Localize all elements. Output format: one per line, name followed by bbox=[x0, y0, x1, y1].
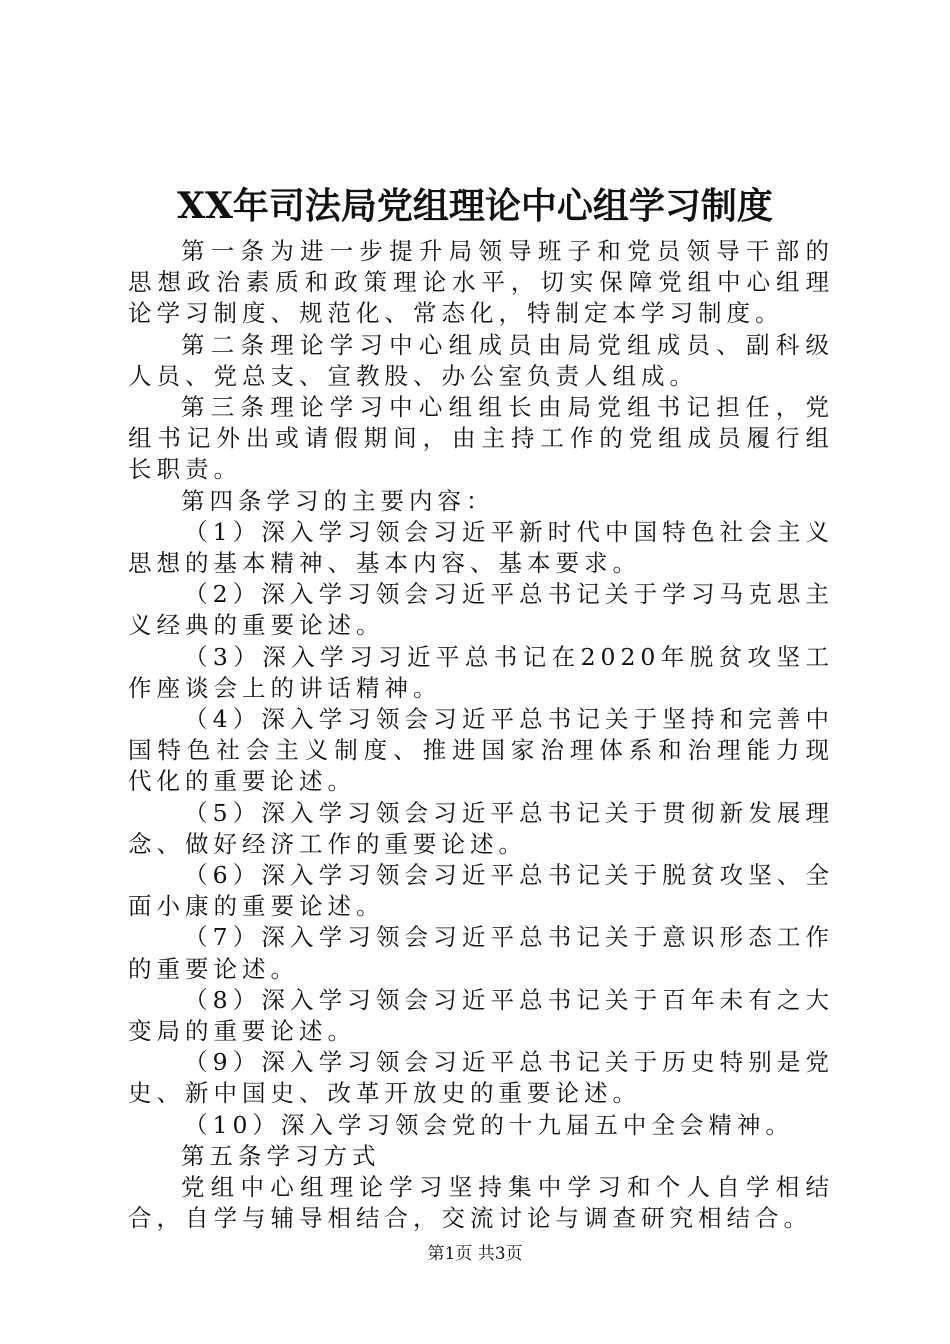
article-three: 第三条理论学习中心组组长由局党组书记担任，党组书记外出或请假期间，由主持工作的党组成员履行组长职责。 bbox=[128, 393, 834, 484]
page-number: 第1页 共3页 bbox=[427, 1244, 523, 1264]
study-item-6: （6）深入学习领会习近平总书记关于脱贫攻坚、全面小康的重要论述。 bbox=[128, 861, 834, 921]
study-item-7: （7）深入学习领会习近平总书记关于意识形态工作的重要论述。 bbox=[128, 923, 834, 983]
article-five-text: 党组中心组理论学习坚持集中学习和个人自学相结合，自学与辅导相结合，交流讨论与调查研究相结合。 bbox=[128, 1173, 834, 1233]
document-title: XX年司法局党组理论中心组学习制度 bbox=[177, 185, 773, 227]
study-item-3: （3）深入学习习近平总书记在2020年脱贫攻坚工作座谈会上的讲话精神。 bbox=[128, 642, 834, 702]
study-item-5: （5）深入学习领会习近平总书记关于贯彻新发展理念、做好经济工作的重要论述。 bbox=[128, 798, 834, 858]
study-item-1: （1）深入学习领会习近平新时代中国特色社会主义思想的基本精神、基本内容、基本要求。 bbox=[128, 517, 834, 578]
article-two: 第二条理论学习中心组成员由局党组成员、副科级人员、党总支、宣教股、办公室负责人组成。 bbox=[128, 330, 834, 390]
study-item-9: （9）深入学习领会习近平总书记关于历史特别是党史、新中国史、改革开放史的重要论述。 bbox=[128, 1048, 834, 1108]
document-body bbox=[128, 236, 834, 1235]
article-five-heading: 第五条学习方式 bbox=[181, 1141, 381, 1170]
study-item-8: （8）深入学习领会习近平总书记关于百年未有之大变局的重要论述。 bbox=[128, 985, 834, 1046]
study-item-2: （2）深入学习领会习近平总书记关于学习马克思主义经典的重要论述。 bbox=[128, 580, 834, 640]
article-four-heading: 第四条学习的主要内容： bbox=[181, 486, 495, 515]
study-item-10: （10）深入学习领会党的十九届五中全会精神。 bbox=[184, 1110, 794, 1139]
study-item-4: （4）深入学习领会习近平总书记关于坚持和完善中国特色社会主义制度、推进国家治理体系和治理能力现代化的重要论述。 bbox=[128, 705, 834, 796]
article-one: 第一条为进一步提升局领导班子和党员领导干部的思想政治素质和政策理论水平，切实保障党组中心组理论学习制度、规范化、常态化，特制定本学习制度。 bbox=[128, 237, 834, 328]
